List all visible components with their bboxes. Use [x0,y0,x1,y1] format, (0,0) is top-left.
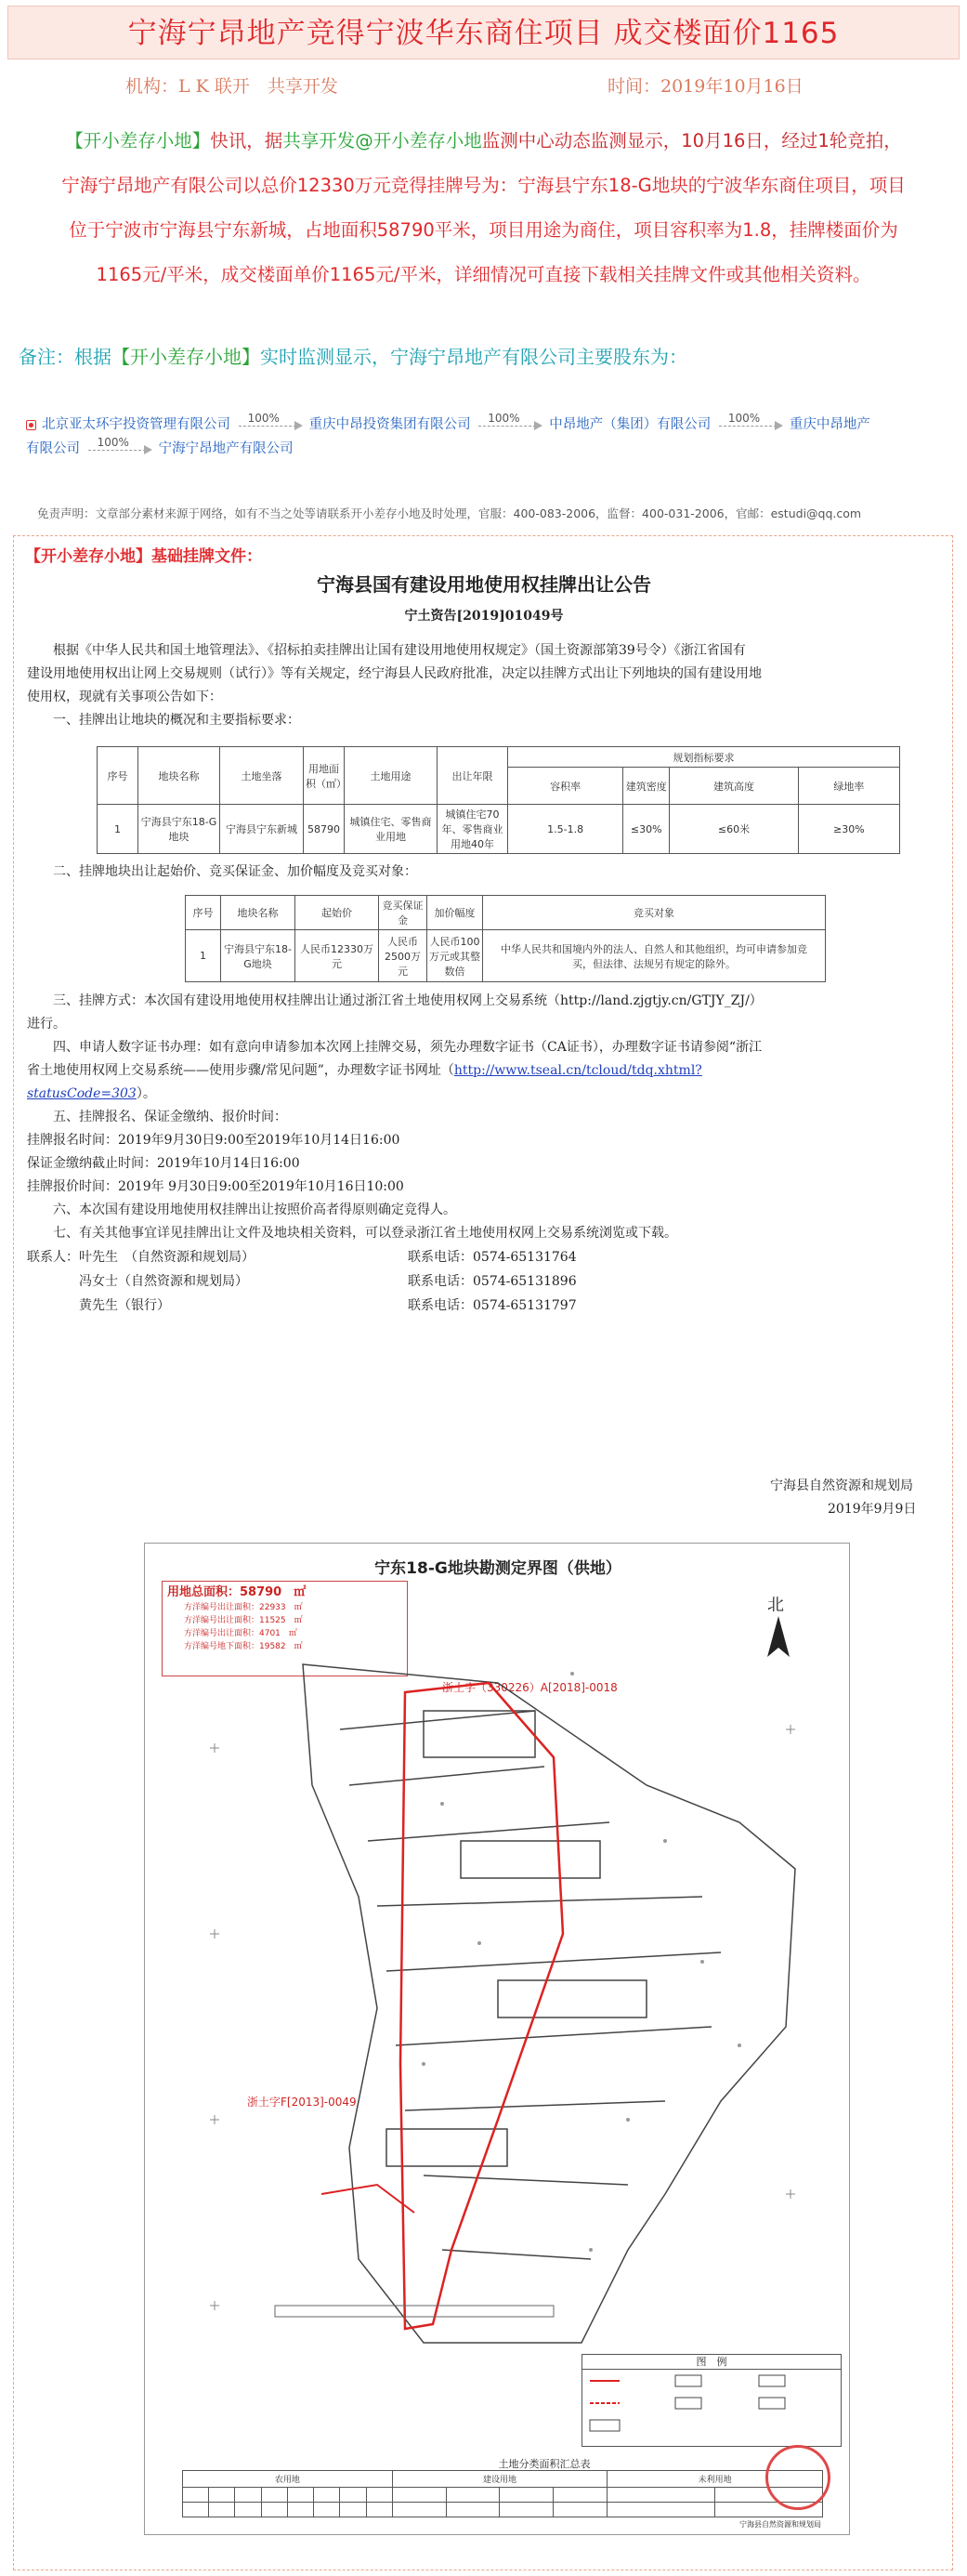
company-link-4-cont[interactable]: 有限公司 [26,441,80,456]
table-row: 1 宁海县宁东18-G地块 宁海县宁东新城 58790 城镇住宅、零售商业用地 城镇住宅70年、零售商业用地40年 1.5-1.8 ≤30% ≤60米 ≥30% [98,805,900,854]
th-area: 用地面积（㎡） [304,747,345,805]
contact-2-phone: 联系电话：0574-65131896 [408,1274,577,1289]
section-5-deposit: 保证金缴纳截止时间：2019年10月14日16:00 [27,1156,300,1171]
lead-line-3: 位于宁波市宁海县宁东新城，占地面积58790平米，项目用途为商住，项目容积率为1.8，挂牌楼面价为 [69,219,898,241]
share-pct-4: 100% [97,436,129,449]
section-7: 七、有关其他事宜详见挂牌出让文件及地块相关资料，可以登录浙江省土地使用权网上交易系统浏览或下载。 [53,1226,677,1241]
company-square-icon [26,420,36,430]
arrow-right-icon [719,412,786,431]
summary-title: 土地分类面积汇总表 [498,2458,591,2470]
survey-map [144,1543,850,2535]
company-link-3[interactable]: 中昂地产（集团）有限公司 [549,417,712,432]
announcement-number: 宁土资告[2019]01049号 [404,609,564,624]
note-suffix: 实时监测显示，宁海宁昂地产有限公司主要股东为： [260,346,687,368]
map-footer: 宁海县自然资源和规划局 [739,2520,821,2529]
lead-paragraph [13,119,954,297]
company-link-4[interactable]: 重庆中昂地产 [789,417,870,432]
share-pct-3: 100% [727,412,761,425]
shareholder-chain [26,413,946,461]
intro-line-1: 根据《中华人民共和国土地管理法》、《招标拍卖挂牌出让国有建设用地使用权规定》（国土资源部第39号令）《浙江省国有 [53,643,746,658]
arrow-right-icon [88,436,155,455]
document-label: 【开小差存小地】基础挂牌文件： [25,547,262,566]
intro-line-2: 建设用地使用权出让网上交易规则（试行）》等有关规定，经宁海县人民政府批准，决定以挂牌方式出让下列地块的国有建设用地 [27,666,762,681]
th-target: 竞买对象 [483,896,826,930]
contacts [27,1245,941,1318]
map-legend [582,2354,842,2447]
listing-document-box [13,535,953,2570]
official-seal [765,2445,830,2510]
lead-line-1 [13,119,954,164]
company-link-5[interactable]: 宁海宁昂地产有限公司 [158,441,294,456]
intro-line-3: 使用权，现就有关事项公告如下： [27,690,222,704]
contact-3-phone: 联系电话：0574-65131797 [408,1298,577,1313]
th-location: 土地坐落 [220,747,304,805]
th-use: 土地用途 [345,747,438,805]
th-term: 出让年限 [438,747,508,805]
th-name-2: 地块名称 [221,896,295,930]
th-plan: 规划指标要求 [508,747,900,768]
lead-line-4: 1165元/平米，成交楼面单价1165元/平米，详细情况可直接下载相关挂牌文件或其他相关资料。 [96,264,871,285]
lead-line-2: 宁海宁昂地产有限公司以总价12330万元竞得挂牌号为：宁海县宁东18-G地块的宁波华东商住项目，项目 [61,175,906,196]
section-3: 三、挂牌方式：本次国有建设用地使用权挂牌出让通过浙江省土地使用权网上交易系统（http://land.zjgtjy.cn/GTJY_ZJ/） [53,993,763,1008]
ca-cert-link-cont[interactable]: statusCode=303 [27,1086,137,1101]
company-link-2[interactable]: 重庆中昂投资集团有限公司 [308,417,471,432]
section-6: 六、本次国有建设用地使用权挂牌出让按照价高者得原则确定竞得人。 [53,1203,456,1217]
col-build: 建设用地 [392,2471,608,2488]
section-5-signup: 挂牌报名时间：2019年9月30日9:00至2019年10月14日16:00 [27,1133,400,1148]
contact-1-name: 联系人：叶先生 （自然资源和规划局） [27,1250,255,1265]
col-farm: 农用地 [183,2471,393,2488]
lead-text-c: 监测中心动态监测显示，10月16日，经过1轮竞拍， [481,130,902,151]
ca-cert-link[interactable]: http://www.tseal.cn/tcloud/tdq.xhtml? [453,1063,702,1078]
section-1-heading: 一、挂牌出让地块的概况和主要指标要求： [53,713,300,728]
section-3-cont: 进行。 [27,1017,66,1032]
section-5-bid: 挂牌报价时间：2019年 9月30日9:00至2019年10月16日10:00 [27,1179,404,1194]
north-label: 北 [767,1596,784,1615]
publish-time: 时间：2019年10月16日 [608,76,804,97]
arrow-right-icon [239,412,306,431]
company-link-1[interactable]: 北京亚太环宇投资管理有限公司 [42,417,230,432]
section-4-cont-2: statusCode=303）。 [27,1086,156,1101]
map-label-permit-2: 浙土字F[2013]-0049 [247,2096,357,2109]
share-pct-2: 100% [488,412,520,425]
page-title: 宁海宁昂地产竞得宁波华东商住项目 成交楼面价1165 [127,17,840,50]
plot-indicator-table [97,746,900,854]
section-4: 四、申请人数字证书办理：如有意向申请参加本次网上挂牌交易，须先办理数字证书（CA证书），办理数字证书请参阅“浙江 [53,1040,762,1055]
shareholder-note [19,342,687,369]
th-green: 绿地率 [798,768,899,805]
disclaimer: 免责声明：文章部分素材来源于网络，如有不当之处等请联系开小差存小地及时处理，官服：400-083-2006，监督：400-031-2006，官邮：estudi@qq.com [37,506,862,520]
section-5: 五、挂牌报名、保证金缴纳、报价时间： [53,1110,287,1124]
section-4-cont: 省土地使用权网上交易系统——使用步骤/常见问题”，办理数字证书网址（http://www.tseal.cn/tcloud/tdq.xhtml? [27,1063,702,1078]
th-plot-name: 地块名称 [138,747,220,805]
map-label-permit-1: 浙土字（330226）A[2018]-0018 [442,1681,618,1694]
table-row: 1 宁海县宁东18-G地块 人民币12330万元 人民币2500万元 人民币100万元或其整数倍 中华人民共和国境内外的法人、自然人和其他组织，均可申请参加竞买，但法律、法规另有规定的除外。 [186,930,826,982]
section-2-heading: 二、挂牌地块出让起始价、竞买保证金、加价幅度及竞买对象： [53,864,417,879]
note-prefix: 备注：根据 [19,346,111,368]
land-summary-table [182,2470,823,2517]
title-banner [7,6,960,59]
intro [27,639,941,732]
th-seq: 序号 [98,747,138,805]
contact-1-phone: 联系电话：0574-65131764 [408,1250,577,1265]
announcement [27,570,941,1517]
brand-mention: 共享开发@开小差存小地 [282,130,482,151]
arrow-right-icon [478,412,545,431]
legend-title: 图 例 [582,2355,841,2370]
th-height: 建筑高度 [670,768,798,805]
legend-symbols [582,2370,841,2446]
announcement-title: 宁海县国有建设用地使用权挂牌出让公告 [317,573,651,596]
note-brand: 【开小差存小地】 [111,346,260,368]
price-table [185,895,826,982]
chain-row-2 [26,437,946,461]
map-area-total: 用地总面积：58790 ㎡ [167,1585,307,1599]
map-area-stats: 用地总面积：58790 ㎡ 方洋编号出让面积：22933 ㎡ 方洋编号出让面积：11525 ㎡ 方洋编号出让面积：4701 ㎡ 方洋编号地下面积：19582 ㎡ [162,1581,408,1676]
share-pct-1: 100% [247,412,280,425]
chain-row-1 [26,413,946,437]
brand-tag: 【开小差存小地】 [65,130,211,151]
announcement-body [27,990,941,1318]
contact-2-name: 冯女士（自然资源和规划局） [79,1274,248,1289]
th-deposit: 竞买保证金 [379,896,427,930]
issuer: 宁海县自然资源和规划局 [770,1479,913,1493]
agency-text: 机构：L K 联开 共享开发 [125,76,338,97]
lead-text-a: 快讯，据 [210,130,283,151]
th-density: 建筑密度 [623,768,670,805]
contact-3-name: 黄先生（银行） [79,1298,170,1313]
th-seq-2: 序号 [186,896,221,930]
col-unused: 未利用地 [608,2471,823,2488]
th-increment: 加价幅度 [427,896,483,930]
issue-date: 2019年9月9日 [828,1502,917,1517]
th-start-price: 起始价 [295,896,379,930]
map-title: 宁东18-G地块勘测定界图（供地） [374,1559,621,1578]
th-far: 容积率 [508,768,623,805]
